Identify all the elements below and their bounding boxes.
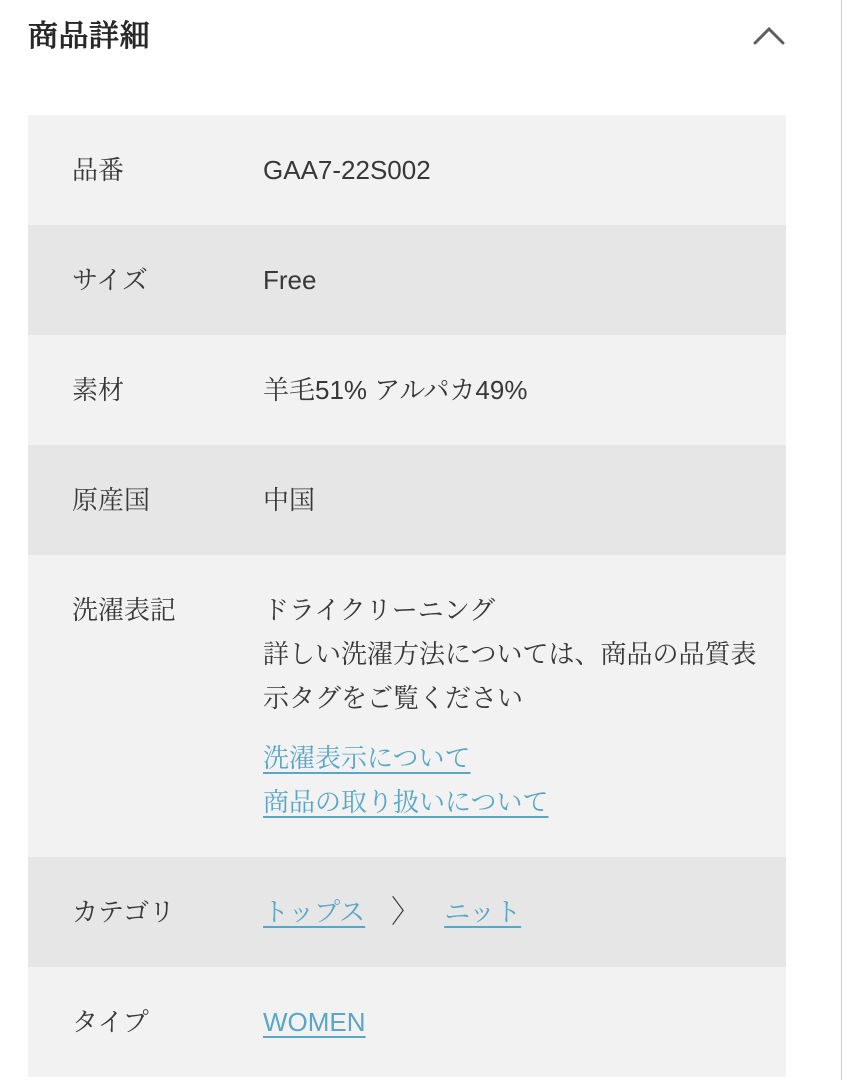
row-value [263,890,786,934]
row-value: GAA7-22S002 [263,155,431,185]
row-label: 品番 [72,155,125,185]
row-label: タイプ [72,1007,149,1037]
table-row-material [28,335,786,445]
product-handling-info-link[interactable]: 商品の取り扱いについて [263,787,549,817]
category-knit-link[interactable]: ニット [444,897,522,927]
row-label: 素材 [72,375,125,405]
row-label: カテゴリ [72,897,175,927]
care-label-info-link[interactable]: 洗濯表示について [263,743,471,773]
section-title: 商品詳細 [28,20,150,53]
row-label: サイズ [72,265,148,295]
row-value: Free [263,265,317,295]
care-line-1: ドライクリーニング [263,595,496,625]
type-women-link[interactable]: WOMEN [263,1007,366,1037]
chevron-up-icon [752,25,786,50]
row-label: 原産国 [72,485,151,515]
product-detail-table [28,115,786,1077]
table-row-size [28,225,786,335]
table-row-type [28,967,786,1077]
table-row-item-number [28,115,786,225]
row-value: 羊毛51% アルパカ49% [263,375,528,405]
row-value [263,588,786,824]
page-right-border [841,0,842,1080]
care-links [263,736,762,824]
care-line-2: 詳しい洗濯方法については、商品の品質表示タグをご覧ください [263,639,757,713]
section-header [0,0,846,54]
row-value [263,1000,786,1044]
collapse-button[interactable] [752,25,786,49]
table-row-origin-country [28,445,786,555]
breadcrumb-chevron-right-icon: 〉 [391,894,419,930]
category-tops-link[interactable]: トップス [263,897,366,927]
row-label: 洗濯表記 [72,595,177,625]
table-row-care-instructions [28,555,786,857]
table-row-category [28,857,786,967]
row-value: 中国 [263,485,316,515]
